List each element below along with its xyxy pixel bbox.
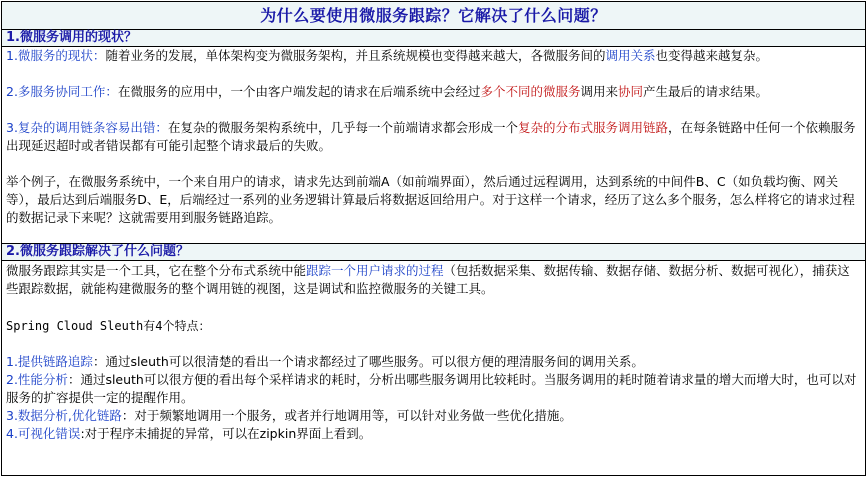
item3-label: 3.复杂的调用链条容易出错： [6, 120, 168, 135]
item2-text-a: 在微服务的应用中，一个由客户端发起的请求在后端系统中会经过 [117, 84, 481, 99]
item3-text-b: ，在每条链路中任何一个依赖服务出现延迟超时或者错误都有可能引起整个请求最后的失败。 [6, 120, 856, 153]
item2-label: 2.多服务协同工作： [6, 84, 118, 99]
item2-highlight2: 协同 [617, 84, 643, 99]
feature-label: 2.性能分析 [6, 372, 68, 387]
feature-label: 1.提供链路追踪 [6, 354, 93, 369]
section1-example: 举个例子，在微服务系统中，一个来自用户的请求，请求先达到前端A（如前端界面），然后通过远程调用，达到系统的中间件B、C（如负载均衡、网关等），最后达到后端服务D、E，后端经过一系列的业务逻辑计算最后将数据返回给用户。对于这样一个请求，经历了这么多个服务，怎么样将它的请求过程的数据记录下来呢？这就需要用到服务链路追踪。 [6, 174, 855, 225]
section1-item3 [6, 119, 862, 155]
content-table [1, 1, 866, 476]
section2-heading: 2.微服务跟踪解决了什么问题？ [2, 243, 865, 261]
feature-item [6, 425, 862, 443]
feature-label: 4.可视化错误 [6, 426, 81, 441]
section1-item2 [6, 83, 862, 101]
item1-text-b: 也变得越来越复杂。 [655, 48, 768, 63]
item3-highlight: 复杂的分布式服务调用链路 [517, 120, 668, 135]
item1-text-a: 随着业务的发展，单体架构变为微服务架构，并且系统规模也变得越来越大，各微服务间的 [105, 48, 606, 63]
feature-text: ：通过sleuth可以很方便的看出每个采样请求的耗时，分析出哪些服务调用比较耗时。当服务调用的耗时随着请求量的增大而增大时，也可以对服务的扩容提供一定的提醒作用。 [6, 372, 857, 405]
intro-text-b: （包括数据采集、数据传输、数据存储、数据分析、数据可视化），捕获这些跟踪数据，就能构建微服务的整个调用链的视图，这是调试和监控微服务的关键工具。 [6, 263, 850, 296]
item2-text-c: 产生最后的请求结果。 [643, 84, 769, 99]
item2-highlight: 多个不同的微服务 [480, 84, 581, 99]
page-title: 为什么要使用微服务跟踪？它解决了什么问题？ [2, 2, 865, 30]
item3-text-a: 在复杂的微服务架构系统中，几乎每一个前端请求都会形成一个 [167, 120, 518, 135]
section1-heading: 1.微服务调用的现状？ [2, 29, 865, 47]
feature-text: ：通过sleuth可以很清楚的看出一个请求都经过了哪些服务。可以很方便的理清服务间的调用关系。 [92, 354, 644, 369]
intro-text-a: 微服务跟踪其实是一个工具，它在整个分布式系统中能 [6, 263, 307, 278]
intro-highlight: 跟踪一个用户请求的过程 [306, 263, 444, 278]
item2-text-b: 调用来 [580, 84, 618, 99]
feature-item [6, 371, 862, 407]
sleuth-intro: Spring Cloud Sleuth有4个特点： [6, 319, 211, 333]
feature-item [6, 353, 862, 371]
item1-label: 1.微服务的现状： [6, 48, 106, 63]
section1-item1 [6, 47, 862, 65]
feature-text: ：对于频繁地调用一个服务，或者并行地调用等，可以针对业务做一些优化措施。 [121, 408, 572, 423]
feature-item [6, 407, 862, 425]
feature-text: :对于程序未捕捉的异常，可以在zipkin界面上看到。 [80, 426, 372, 441]
feature-label: 3.数据分析,优化链路 [6, 408, 122, 423]
item1-highlight: 调用关系 [605, 48, 656, 63]
section2-intro [6, 262, 862, 298]
